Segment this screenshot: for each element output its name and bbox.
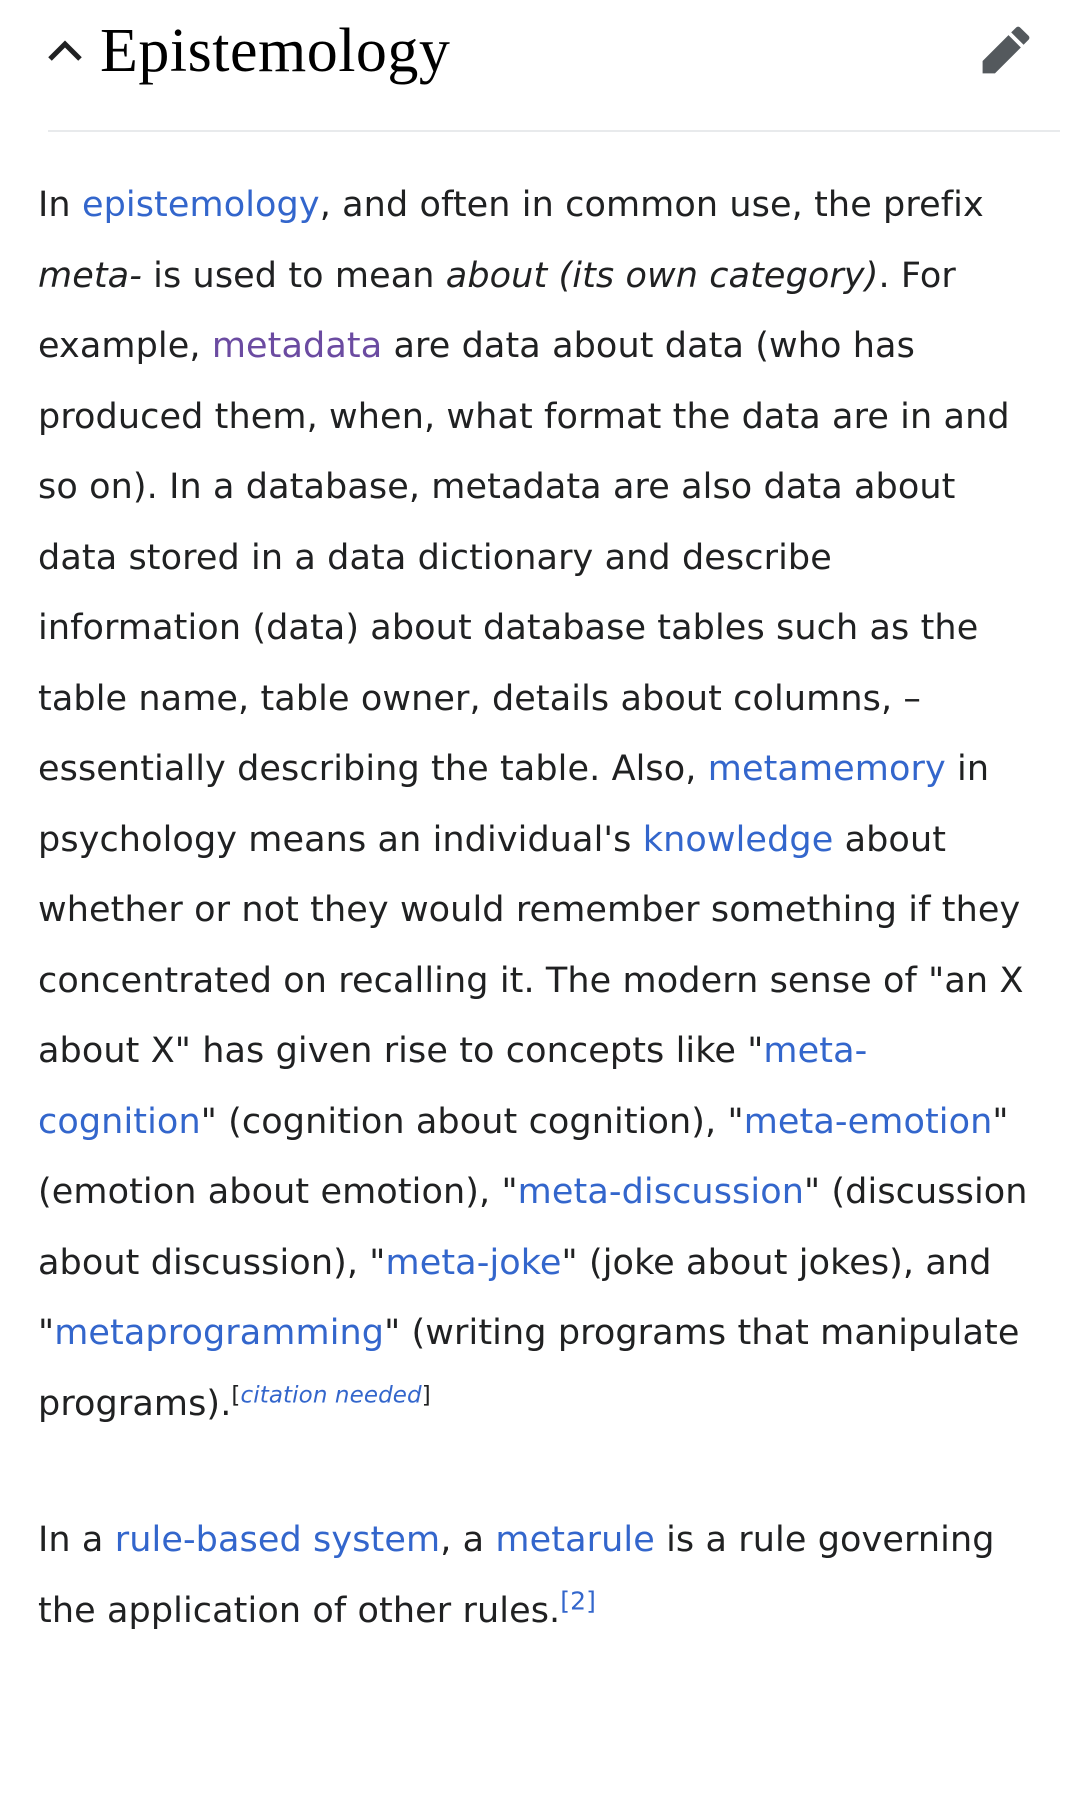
body-text: " (cognition about cognition), " — [200, 1101, 744, 1142]
pencil-icon — [980, 24, 1032, 79]
citation-needed-sup[interactable]: [citation needed] — [231, 1381, 431, 1408]
wiki-link[interactable]: rule-based system — [114, 1520, 441, 1560]
edit-section-button[interactable] — [980, 22, 1032, 80]
section-header — [0, 0, 1080, 86]
body-text: , a — [440, 1520, 496, 1560]
paragraph — [38, 170, 1042, 1439]
body-text: in psychology means an individual's — [38, 749, 990, 860]
wiki-link[interactable]: meta-emotion — [743, 1101, 993, 1142]
body-text: In a — [38, 1520, 115, 1560]
wiki-link[interactable]: meta-cognition — [38, 1031, 868, 1142]
wiki-link[interactable]: metamemory — [707, 749, 946, 789]
body-text: is a rule governing the application of other rules. — [38, 1520, 995, 1631]
wiki-link[interactable]: metarule — [495, 1520, 655, 1560]
chevron-up-icon — [46, 36, 84, 67]
body-text: In — [38, 185, 82, 225]
wiki-link[interactable]: epistemology — [81, 185, 320, 225]
body-text: about whether or not they would remember something if they concentrated on recalling it. The modern sense of "an X about X" has given rise to concepts like " — [38, 819, 1024, 1071]
body-text: are data about data (who has produced them, when, what format the data are in and so on). In a database, metadata are also data about data stored in a data dictionary and describe information (data) about database tables such as the table name, table owner, details about columns, – essentially describing the table. Also, — [38, 326, 1010, 789]
body-text: " (emotion about emotion), " — [38, 1101, 1009, 1212]
wiki-link[interactable]: knowledge — [642, 819, 834, 860]
wiki-link[interactable]: meta-discussion — [517, 1172, 804, 1212]
wiki-link[interactable]: metaprogramming — [54, 1313, 385, 1353]
body-text: " (joke about jokes), and " — [38, 1242, 992, 1353]
body-text: , and often in common use, the prefix — [319, 185, 984, 225]
wiki-link[interactable]: meta-joke — [385, 1242, 562, 1283]
reference-link-sup[interactable]: [2] — [560, 1585, 596, 1615]
collapse-section-button[interactable] — [46, 36, 84, 66]
italic-text: about (its own category) — [445, 255, 879, 296]
body-text: " (discussion about discussion), " — [38, 1172, 1028, 1283]
body-text: . For example, — [38, 255, 956, 366]
body-text: " (writing programs that manipulate programs). — [38, 1313, 1020, 1424]
section-title: Epistemology — [100, 17, 451, 85]
italic-text: meta- — [38, 255, 142, 296]
paragraph — [38, 1505, 1042, 1646]
article-body — [0, 170, 1080, 1646]
section-divider — [48, 130, 1060, 132]
body-text: is used to mean — [141, 255, 446, 296]
wiki-link-visited[interactable]: metadata — [211, 326, 383, 366]
